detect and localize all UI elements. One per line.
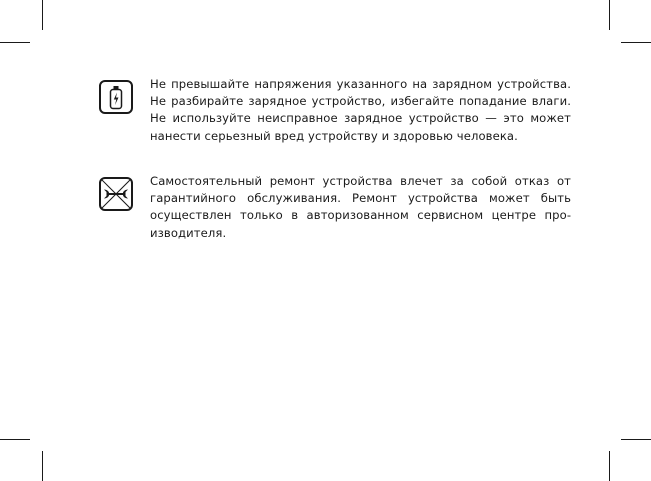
crop-mark-bottom-left-horizontal (0, 439, 30, 440)
crop-mark-top-left-vertical (42, 0, 43, 30)
repair-warning-section (97, 173, 571, 245)
crop-mark-bottom-right-vertical (609, 451, 610, 481)
crop-mark-top-right-horizontal (621, 42, 651, 43)
repair-warning-text: Самостоятельный ремонт устройства влечет за собой отказ от гарантийного обслуживания. Ремонт устройства может быть осуществлен только в авторизованном сервисном центре производителя. (150, 174, 571, 240)
charger-battery-warning-icon (97, 78, 135, 116)
crop-mark-top-right-vertical (609, 0, 610, 30)
crop-mark-top-left-horizontal (0, 42, 30, 43)
crop-mark-bottom-left-vertical (42, 451, 43, 481)
charger-warning-text: Не превышайте напряжения указанного на зарядном устройства. Не разбирайте зарядное устройство, избегайте попадание влаги. Не используйте неисправное зарядное устройство — это может нанести серьезный вред устройству и здоровью человека. (150, 77, 571, 143)
crop-mark-bottom-right-horizontal (621, 439, 651, 440)
charger-warning-section (97, 76, 571, 148)
no-self-repair-wrench-icon (97, 175, 135, 213)
